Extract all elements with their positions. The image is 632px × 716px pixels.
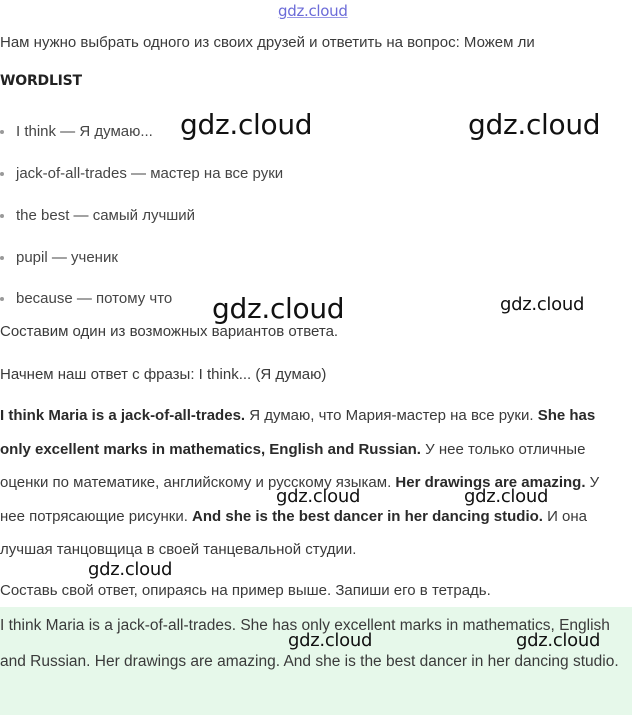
- compose-text: Составим один из возможных вариантов ответа.: [0, 323, 339, 340]
- watermark: gdz.cloud: [276, 486, 361, 507]
- answer-text: I think Maria is a jack-of-all-trades. She has only excellent marks in mathematics, English and Russian. Her drawings are amazing. And she is the best dancer in her dancing studio.: [0, 617, 619, 670]
- intro-text: Нам нужно выбрать одного из своих друзей и ответить на вопрос: Можем ли: [0, 34, 535, 51]
- wordlist-item-text: the best — самый лучший: [16, 207, 196, 224]
- wordlist-item-text: jack-of-all-trades — мастер на все руки: [16, 165, 284, 182]
- example-sentence-ru: У нее потрясающие рисунки.: [0, 474, 600, 525]
- example-sentence-ru: И она лучшая танцовщица в своей танцевальной студии.: [0, 507, 588, 558]
- example-sentence-en: I think Maria is a jack-of-all-trades.: [0, 407, 246, 424]
- bullet-icon: [0, 256, 4, 260]
- example-sentence-ru: Я думаю, что Мария-мастер на все руки.: [245, 407, 538, 424]
- watermark: gdz.cloud: [212, 292, 345, 325]
- bullet-icon: [0, 172, 4, 176]
- wordlist-item: [16, 123, 153, 140]
- start-text: Начнем наш ответ с фразы: I think... (Я думаю): [0, 366, 327, 383]
- wordlist-item-text: pupil — ученик: [16, 249, 118, 266]
- example-sentence-en: And she is the best dancer in her dancing studio.: [192, 507, 543, 525]
- example-paragraph: [0, 399, 625, 567]
- wordlist-item-text: I think — Я думаю...: [16, 123, 153, 140]
- wordlist-item: [16, 249, 118, 266]
- site-logo[interactable]: gdz.cloud: [278, 2, 348, 20]
- wordlist-item: [16, 165, 283, 182]
- task-text: Составь свой ответ, опираясь на пример выше. Запиши его в тетрадь.: [0, 582, 491, 599]
- watermark: gdz.cloud: [288, 630, 373, 651]
- wordlist-item: [16, 290, 172, 307]
- bullet-icon: [0, 214, 4, 218]
- watermark: gdz.cloud: [516, 630, 601, 651]
- wordlist-heading: WORDLIST: [0, 73, 82, 89]
- watermark: gdz.cloud: [500, 294, 585, 315]
- bullet-icon: [0, 297, 4, 301]
- wordlist-item-text: because — потому что: [16, 290, 173, 307]
- example-sentence-en: Her drawings are amazing.: [395, 474, 586, 491]
- bullet-icon: [0, 130, 4, 134]
- watermark: gdz.cloud: [464, 486, 549, 507]
- example-sentence-ru: У нее только отличные оценки по математике, английскому и русскому языкам.: [0, 440, 586, 491]
- wordlist-item: [16, 207, 195, 224]
- example-sentence-en: She has only excellent marks in mathematics, English and Russian.: [0, 407, 596, 458]
- watermark: gdz.cloud: [468, 108, 601, 141]
- watermark: gdz.cloud: [180, 108, 313, 141]
- watermark: gdz.cloud: [88, 559, 173, 580]
